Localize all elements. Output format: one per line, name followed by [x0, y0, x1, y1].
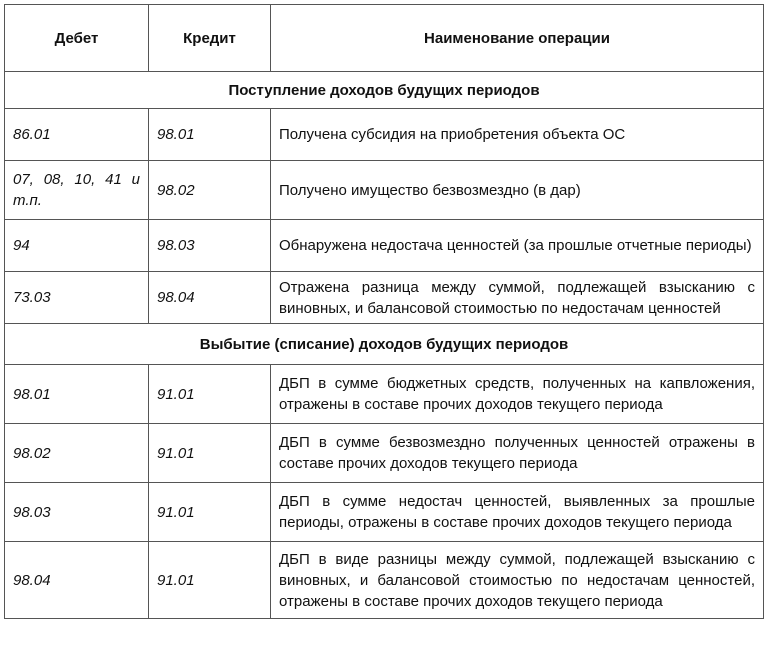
table-row [5, 161, 764, 220]
accounting-entries-table [4, 4, 764, 619]
operation-cell: Отражена разница между суммой, подлежащей взысканию с виновных, и балансовой стоимостью по недостачам ценностей [271, 272, 764, 324]
header-row [5, 5, 764, 72]
credit-cell: 98.04 [149, 272, 271, 324]
table-row [5, 109, 764, 161]
debit-cell: 98.01 [5, 365, 149, 424]
credit-cell: 91.01 [149, 365, 271, 424]
table-row [5, 424, 764, 483]
operation-cell: Получено имущество безвозмездно (в дар) [271, 161, 764, 220]
debit-cell: 98.04 [5, 542, 149, 619]
operation-cell: ДБП в виде разницы между суммой, подлежащей взысканию с виновных, и балансовой стоимостью по недостачам ценностей, отражены в составе прочих доходов текущего периода [271, 542, 764, 619]
section-title: Поступление доходов будущих периодов [5, 72, 764, 109]
header-operation: Наименование операции [271, 5, 764, 72]
debit-cell: 98.02 [5, 424, 149, 483]
table-row [5, 272, 764, 324]
credit-cell: 98.02 [149, 161, 271, 220]
debit-cell: 07, 08, 10, 41 и т.п. [5, 161, 149, 220]
debit-cell: 98.03 [5, 483, 149, 542]
debit-cell: 86.01 [5, 109, 149, 161]
operation-cell: Обнаружена недостача ценностей (за прошлые отчетные периоды) [271, 220, 764, 272]
debit-cell: 73.03 [5, 272, 149, 324]
operation-cell: ДБП в сумме безвозмездно полученных ценностей отражены в составе прочих доходов текущего периода [271, 424, 764, 483]
credit-cell: 98.01 [149, 109, 271, 161]
header-credit: Кредит [149, 5, 271, 72]
operation-cell: ДБП в сумме недостач ценностей, выявленных за прошлые периоды, отражены в составе прочих доходов текущего периода [271, 483, 764, 542]
operation-cell: ДБП в сумме бюджетных средств, полученных на капвложения, отражены в составе прочих доходов текущего периода [271, 365, 764, 424]
section-title: Выбытие (списание) доходов будущих периодов [5, 324, 764, 365]
table-row [5, 365, 764, 424]
debit-cell: 94 [5, 220, 149, 272]
credit-cell: 91.01 [149, 424, 271, 483]
table-row [5, 220, 764, 272]
credit-cell: 98.03 [149, 220, 271, 272]
credit-cell: 91.01 [149, 542, 271, 619]
section-row [5, 72, 764, 109]
section-row [5, 324, 764, 365]
table-row [5, 483, 764, 542]
table-row [5, 542, 764, 619]
credit-cell: 91.01 [149, 483, 271, 542]
operation-cell: Получена субсидия на приобретения объекта ОС [271, 109, 764, 161]
header-debit: Дебет [5, 5, 149, 72]
